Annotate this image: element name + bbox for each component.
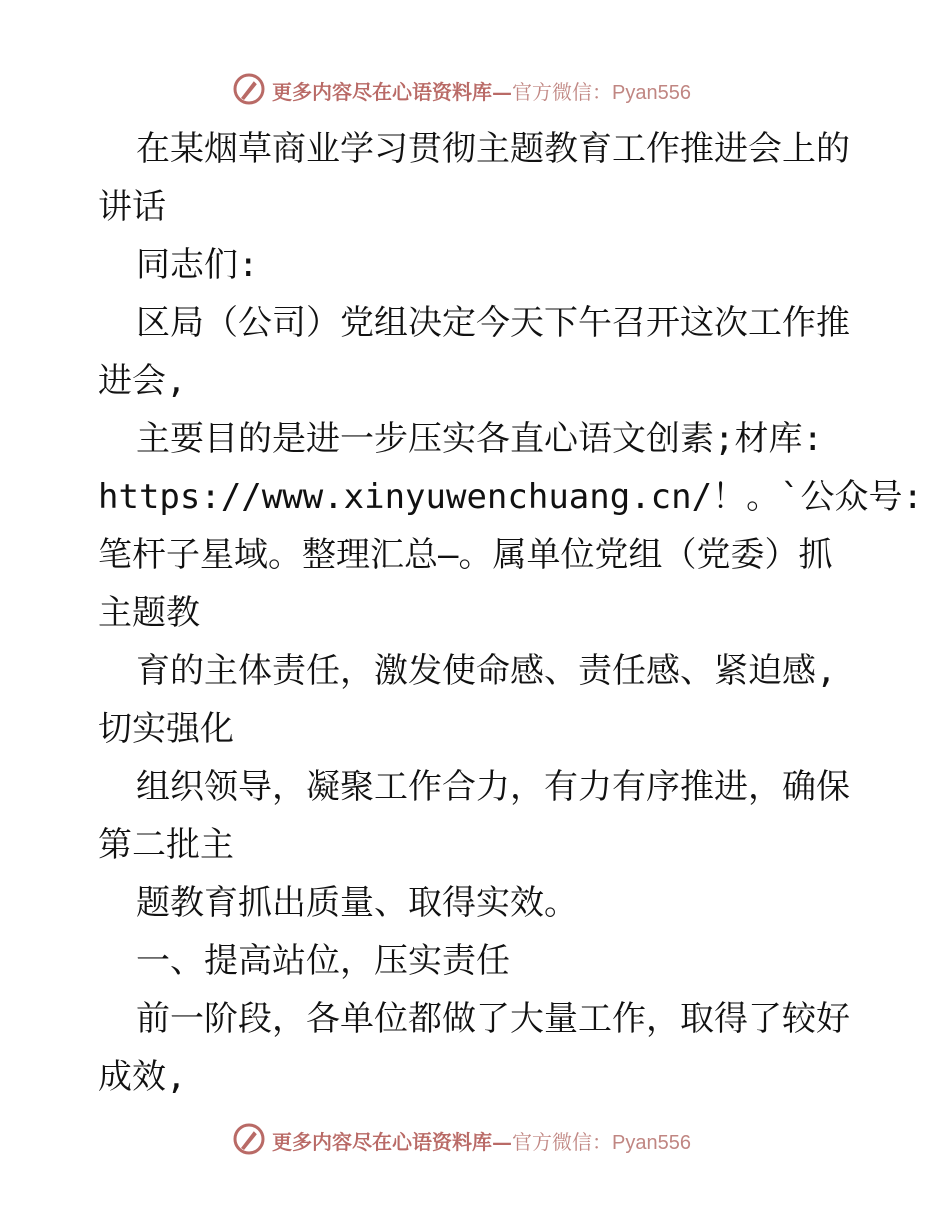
banner-brand-text: 更多内容尽在心语资料库 [272,1130,492,1154]
paragraph-line: 切实强化 [98,709,234,749]
header-watermark-banner [0,70,950,110]
paragraph-line: 主要目的是进一步压实各直心语文创素;材库: [136,419,823,459]
paragraph-line: 进会, [98,361,187,401]
paragraph-line: 成效, [98,1057,187,1097]
quill-logo-icon [232,72,266,106]
section-heading: 一、提高站位，压实责任 [136,941,510,981]
banner-dash: — [492,1130,512,1154]
quill-logo-icon [232,1122,266,1156]
paragraph-line: 组织领导，凝聚工作合力，有力有序推进，确保 [136,767,850,807]
banner-wechat-id: Pyan556 [612,1132,691,1154]
paragraph-line: 育的主体责任，激发使命感、责任感、紧迫感, [136,651,837,691]
banner-dash: — [492,80,512,104]
title-line-1: 在某烟草商业学习贯彻主题教育工作推进会上的 [136,129,850,169]
paragraph-line: 区局（公司）党组决定今天下午召开这次工作推 [136,303,850,343]
title-line-2: 讲话 [98,187,166,227]
document-body [98,120,924,1106]
paragraph-line: 主题教 [98,593,200,633]
paragraph-line: 前一阶段，各单位都做了大量工作，取得了较好 [136,999,850,1039]
paragraph-line: https://www.xinyuwenchuang.cn/！。`公众号: [98,477,924,517]
banner-wechat-label: 官方微信： [512,1130,612,1154]
paragraph-line: 题教育抓出质量、取得实效。 [136,883,578,923]
paragraph-line: 第二批主 [98,825,234,865]
banner-brand-text: 更多内容尽在心语资料库 [272,80,492,104]
banner-wechat-label: 官方微信： [512,80,612,104]
salutation: 同志们: [136,245,259,285]
banner-wechat-id: Pyan556 [612,82,691,104]
paragraph-line: 笔杆子星域。整理汇总—。属单位党组（党委）抓 [98,535,833,575]
footer-watermark-banner [0,1120,950,1160]
